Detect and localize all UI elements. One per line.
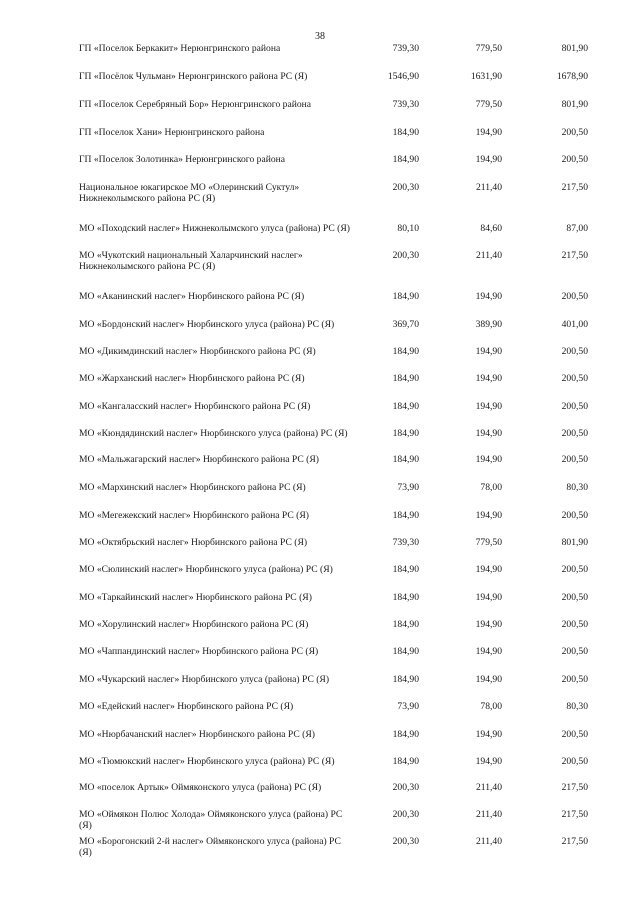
value-year-2: 84,60 bbox=[480, 223, 502, 234]
value-year-2: 389,90 bbox=[475, 319, 502, 330]
value-year-3: 200,50 bbox=[561, 756, 588, 767]
value-year-3: 200,50 bbox=[561, 454, 588, 465]
value-year-1: 184,90 bbox=[392, 346, 419, 357]
value-year-3: 200,50 bbox=[561, 674, 588, 685]
value-year-1: 184,90 bbox=[392, 646, 419, 657]
value-year-3: 200,50 bbox=[561, 646, 588, 657]
value-year-3: 200,50 bbox=[561, 729, 588, 740]
municipality-name: ГП «Поселок Беркакит» Нерюнгринского района bbox=[79, 43, 281, 54]
value-year-3: 200,50 bbox=[561, 428, 588, 439]
municipality-name: МО «Борогонский 2-й наслег» Оймяконского улуса (района) РС (Я) bbox=[79, 836, 341, 858]
value-year-1: 739,30 bbox=[392, 99, 419, 110]
value-year-3: 200,50 bbox=[561, 154, 588, 165]
value-year-1: 739,30 bbox=[392, 537, 419, 548]
value-year-1: 369,70 bbox=[392, 319, 419, 330]
municipality-name: МО «Бордонский наслег» Нюрбинского улуса (района) РС (Я) bbox=[79, 319, 335, 330]
municipality-name: ГП «Посёлок Чульман» Нерюнгринского района РС (Я) bbox=[79, 71, 308, 82]
municipality-name: МО «Дикимдинский наслег» Нюрбинского района РС (Я) bbox=[79, 346, 316, 357]
municipality-name: МО «Сюлинский наслег» Нюрбинского улуса (района) РС (Я) bbox=[79, 564, 333, 575]
value-year-2: 211,40 bbox=[475, 250, 502, 261]
value-year-1: 184,90 bbox=[392, 127, 419, 138]
municipality-name: МО «Аканинский наслег» Нюрбинского района РС (Я) bbox=[79, 291, 305, 302]
municipality-name: МО «Чукарский наслег» Нюрбинского улуса (района) РС (Я) bbox=[79, 674, 330, 685]
value-year-2: 211,40 bbox=[475, 782, 502, 793]
value-year-2: 194,90 bbox=[475, 646, 502, 657]
municipality-name: МО «Едейский наслег» Нюрбинского района РС (Я) bbox=[79, 701, 294, 712]
municipality-name: МО «Тюмюкский наслег» Нюрбинского улуса (района) РС (Я) bbox=[79, 756, 335, 767]
value-year-1: 200,30 bbox=[392, 182, 419, 193]
value-year-2: 194,90 bbox=[475, 373, 502, 384]
page-number: 38 bbox=[315, 31, 325, 42]
value-year-2: 78,00 bbox=[480, 701, 502, 712]
value-year-3: 80,30 bbox=[566, 701, 588, 712]
municipality-name: МО «Нюрбачанский наслег» Нюрбинского района РС (Я) bbox=[79, 729, 315, 740]
value-year-3: 801,90 bbox=[561, 537, 588, 548]
value-year-1: 200,30 bbox=[392, 250, 419, 261]
value-year-2: 211,40 bbox=[475, 182, 502, 193]
municipality-name: МО «поселок Артык» Оймяконского улуса (района) РС (Я) bbox=[79, 782, 322, 793]
value-year-2: 194,90 bbox=[475, 454, 502, 465]
value-year-2: 194,90 bbox=[475, 564, 502, 575]
value-year-1: 184,90 bbox=[392, 756, 419, 767]
value-year-3: 200,50 bbox=[561, 346, 588, 357]
value-year-2: 194,90 bbox=[475, 401, 502, 412]
municipality-name: МО «Кангаласский наслег» Нюрбинского района РС (Я) bbox=[79, 401, 311, 412]
value-year-1: 184,90 bbox=[392, 674, 419, 685]
value-year-2: 194,90 bbox=[475, 346, 502, 357]
value-year-1: 200,30 bbox=[392, 782, 419, 793]
value-year-1: 1546,90 bbox=[387, 71, 419, 82]
municipality-name: МО «Жарханский наслег» Нюрбинского района РС (Я) bbox=[79, 373, 305, 384]
value-year-3: 80,30 bbox=[566, 482, 588, 493]
value-year-1: 73,90 bbox=[397, 701, 419, 712]
value-year-3: 200,50 bbox=[561, 401, 588, 412]
value-year-2: 78,00 bbox=[480, 482, 502, 493]
value-year-1: 184,90 bbox=[392, 510, 419, 521]
value-year-2: 194,90 bbox=[475, 756, 502, 767]
value-year-3: 200,50 bbox=[561, 510, 588, 521]
municipality-name: МО «Оймякон Полюс Холода» Оймяконского улуса (района) РС (Я) bbox=[79, 809, 343, 831]
value-year-1: 739,30 bbox=[392, 43, 419, 54]
value-year-1: 184,90 bbox=[392, 454, 419, 465]
value-year-2: 779,50 bbox=[475, 99, 502, 110]
municipality-name: МО «Мархинский наслег» Нюрбинского района РС (Я) bbox=[79, 482, 306, 493]
municipality-name: ГП «Поселок Золотинка» Нерюнгринского района bbox=[79, 154, 286, 165]
value-year-1: 184,90 bbox=[392, 373, 419, 384]
municipality-name: МО «Чаппандинский наслег» Нюрбинского района РС (Я) bbox=[79, 646, 319, 657]
value-year-3: 401,00 bbox=[561, 319, 588, 330]
value-year-3: 217,50 bbox=[561, 182, 588, 193]
value-year-3: 1678,90 bbox=[556, 71, 588, 82]
value-year-3: 801,90 bbox=[561, 43, 588, 54]
value-year-3: 801,90 bbox=[561, 99, 588, 110]
value-year-1: 184,90 bbox=[392, 401, 419, 412]
municipality-name: ГП «Поселок Хани» Нерюнгринского района bbox=[79, 127, 265, 138]
value-year-1: 80,10 bbox=[397, 223, 419, 234]
municipality-name: МО «Мальжагарский наслег» Нюрбинского района РС (Я) bbox=[79, 454, 319, 465]
municipality-name: Национальное юкагирское МО «Олеринский Суктул» Нижнеколымского района РС (Я) bbox=[79, 182, 300, 204]
value-year-1: 73,90 bbox=[397, 482, 419, 493]
value-year-1: 184,90 bbox=[392, 154, 419, 165]
value-year-2: 779,50 bbox=[475, 43, 502, 54]
value-year-3: 217,50 bbox=[561, 782, 588, 793]
value-year-2: 194,90 bbox=[475, 619, 502, 630]
value-year-2: 779,50 bbox=[475, 537, 502, 548]
value-year-3: 87,00 bbox=[566, 223, 588, 234]
value-year-2: 1631,90 bbox=[470, 71, 502, 82]
value-year-2: 194,90 bbox=[475, 291, 502, 302]
value-year-3: 200,50 bbox=[561, 592, 588, 603]
municipality-name: МО «Хорулинский наслег» Нюрбинского района РС (Я) bbox=[79, 619, 309, 630]
value-year-2: 194,90 bbox=[475, 154, 502, 165]
value-year-3: 217,50 bbox=[561, 809, 588, 820]
value-year-3: 200,50 bbox=[561, 373, 588, 384]
value-year-2: 211,40 bbox=[475, 836, 502, 847]
municipality-name: МО «Мегежекский наслег» Нюрбинского района РС (Я) bbox=[79, 510, 309, 521]
value-year-3: 200,50 bbox=[561, 291, 588, 302]
value-year-2: 194,90 bbox=[475, 428, 502, 439]
value-year-2: 194,90 bbox=[475, 510, 502, 521]
municipality-name: МО «Походский наслег» Нижнеколымского улуса (района) РС (Я) bbox=[79, 223, 350, 234]
value-year-1: 200,30 bbox=[392, 836, 419, 847]
value-year-3: 200,50 bbox=[561, 564, 588, 575]
value-year-1: 184,90 bbox=[392, 729, 419, 740]
value-year-3: 217,50 bbox=[561, 250, 588, 261]
value-year-3: 217,50 bbox=[561, 836, 588, 847]
municipality-name: ГП «Поселок Серебряный Бор» Нерюнгринского района bbox=[79, 99, 312, 110]
value-year-1: 184,90 bbox=[392, 291, 419, 302]
municipality-name: МО «Чукотский национальный Халарчинский наслег» Нижнеколымского района РС (Я) bbox=[79, 250, 303, 272]
value-year-2: 194,90 bbox=[475, 729, 502, 740]
municipality-name: МО «Октябрьский наслег» Нюрбинского района РС (Я) bbox=[79, 537, 308, 548]
value-year-2: 194,90 bbox=[475, 674, 502, 685]
value-year-1: 184,90 bbox=[392, 428, 419, 439]
municipality-name: МО «Таркайинский наслег» Нюрбинского района РС (Я) bbox=[79, 592, 312, 603]
value-year-2: 211,40 bbox=[475, 809, 502, 820]
value-year-2: 194,90 bbox=[475, 127, 502, 138]
value-year-3: 200,50 bbox=[561, 619, 588, 630]
value-year-3: 200,50 bbox=[561, 127, 588, 138]
municipality-name: МО «Кюндядинский наслег» Нюрбинского улуса (района) РС (Я) bbox=[79, 428, 348, 439]
value-year-1: 200,30 bbox=[392, 809, 419, 820]
value-year-1: 184,90 bbox=[392, 619, 419, 630]
value-year-1: 184,90 bbox=[392, 592, 419, 603]
value-year-1: 184,90 bbox=[392, 564, 419, 575]
value-year-2: 194,90 bbox=[475, 592, 502, 603]
